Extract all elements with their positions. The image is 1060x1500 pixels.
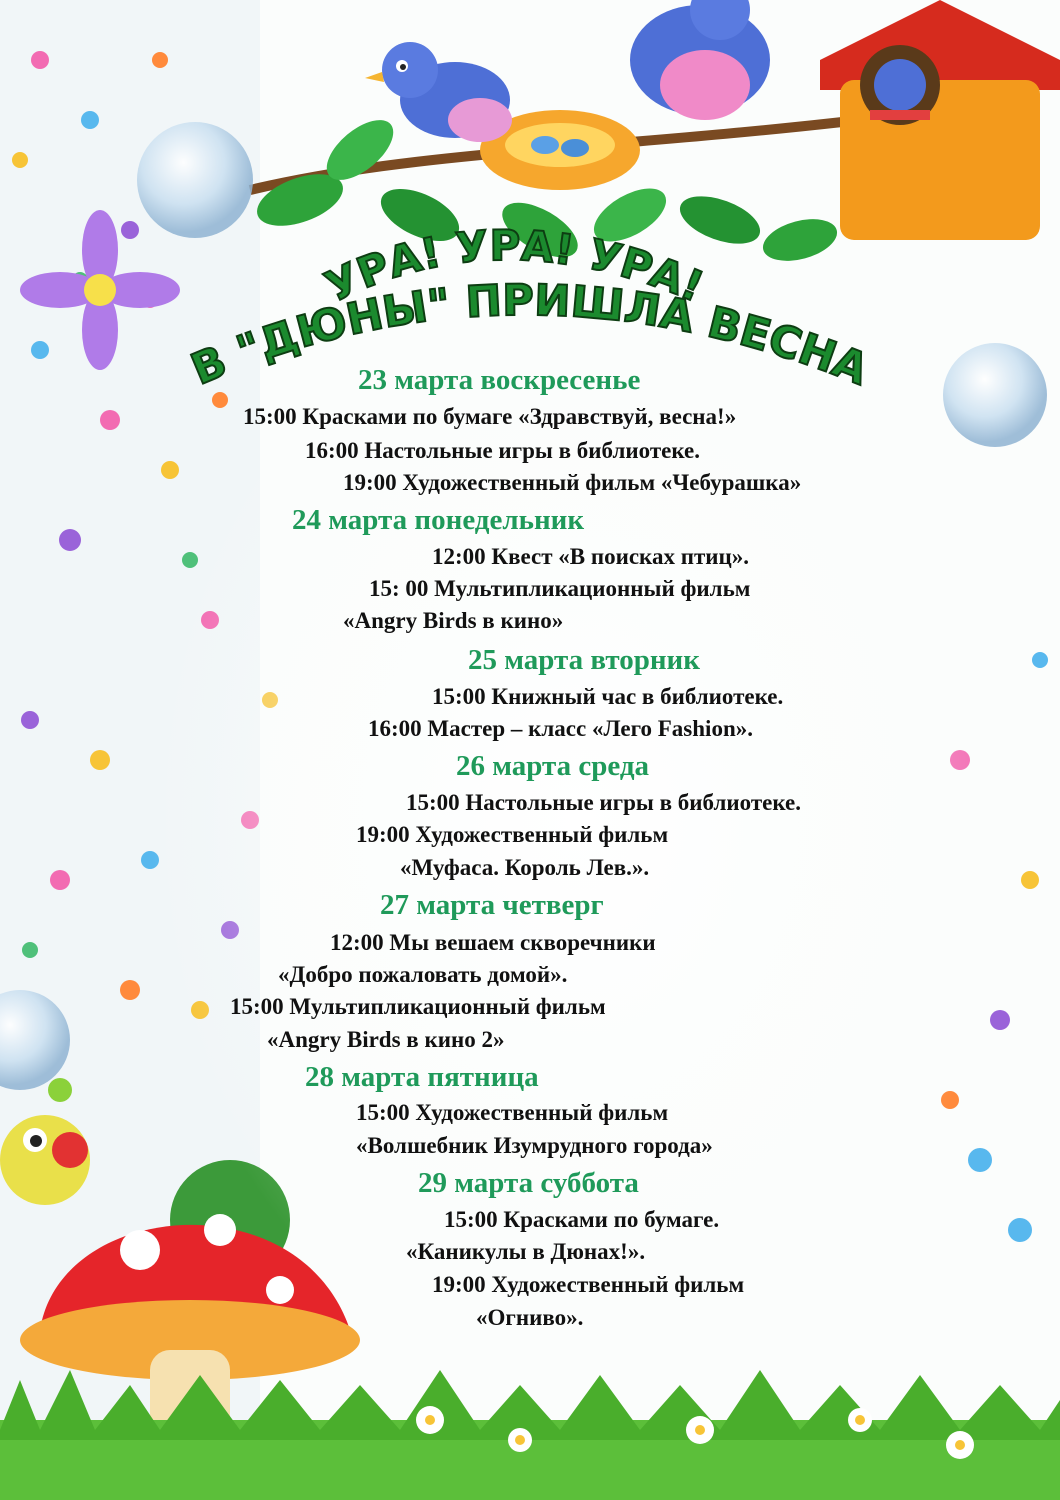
event: «Каникулы в Дюнах!».: [406, 1239, 646, 1264]
event: 12:00 Квест «В поисках птиц».: [432, 544, 750, 569]
event: 19:00 Художественный фильм: [356, 822, 669, 847]
event: «Angry Birds в кино»: [343, 608, 564, 633]
title-line-2: В "ДЮНЫ" ПРИШЛА ВЕСНА: [184, 275, 875, 396]
poster-title: [0, 0, 1060, 420]
day-heading: 27 марта четверг: [380, 889, 604, 921]
event: 15: 00 Мультипликационный фильм: [369, 576, 751, 601]
event: 15:00 Красками по бумаге «Здравствуй, весна!»: [243, 404, 737, 429]
event: 15:00 Настольные игры в библиотеке.: [406, 790, 801, 815]
day-heading: 24 марта понедельник: [292, 504, 585, 536]
day-heading: 23 марта воскресенье: [358, 364, 641, 396]
event: «Добро пожаловать домой».: [278, 962, 568, 987]
title-line-1: УРА! УРА! УРА!: [317, 220, 711, 312]
day-heading: 26 марта среда: [456, 750, 650, 782]
event: 15:00 Художественный фильм: [356, 1100, 669, 1125]
day-heading: 29 марта суббота: [418, 1167, 639, 1199]
day-heading: 25 марта вторник: [468, 644, 700, 676]
event: 16:00 Мастер – класс «Лего Fashion».: [368, 716, 753, 741]
event: 15:00 Мультипликационный фильм: [230, 994, 606, 1019]
event: «Angry Birds в кино 2»: [267, 1027, 505, 1052]
day-heading: 28 марта пятница: [305, 1061, 539, 1093]
event: 12:00 Мы вешаем скворечники: [330, 930, 656, 955]
event: «Муфаса. Король Лев.».: [400, 855, 650, 880]
event: «Огниво».: [476, 1305, 584, 1330]
event: 16:00 Настольные игры в библиотеке.: [305, 438, 700, 463]
event: «Волшебник Изумрудного города»: [356, 1133, 713, 1158]
event: 15:00 Книжный час в библиотеке.: [432, 684, 784, 709]
event: 19:00 Художественный фильм «Чебурашка»: [343, 470, 802, 495]
event: 15:00 Красками по бумаге.: [444, 1207, 720, 1232]
event: 19:00 Художественный фильм: [432, 1272, 745, 1297]
